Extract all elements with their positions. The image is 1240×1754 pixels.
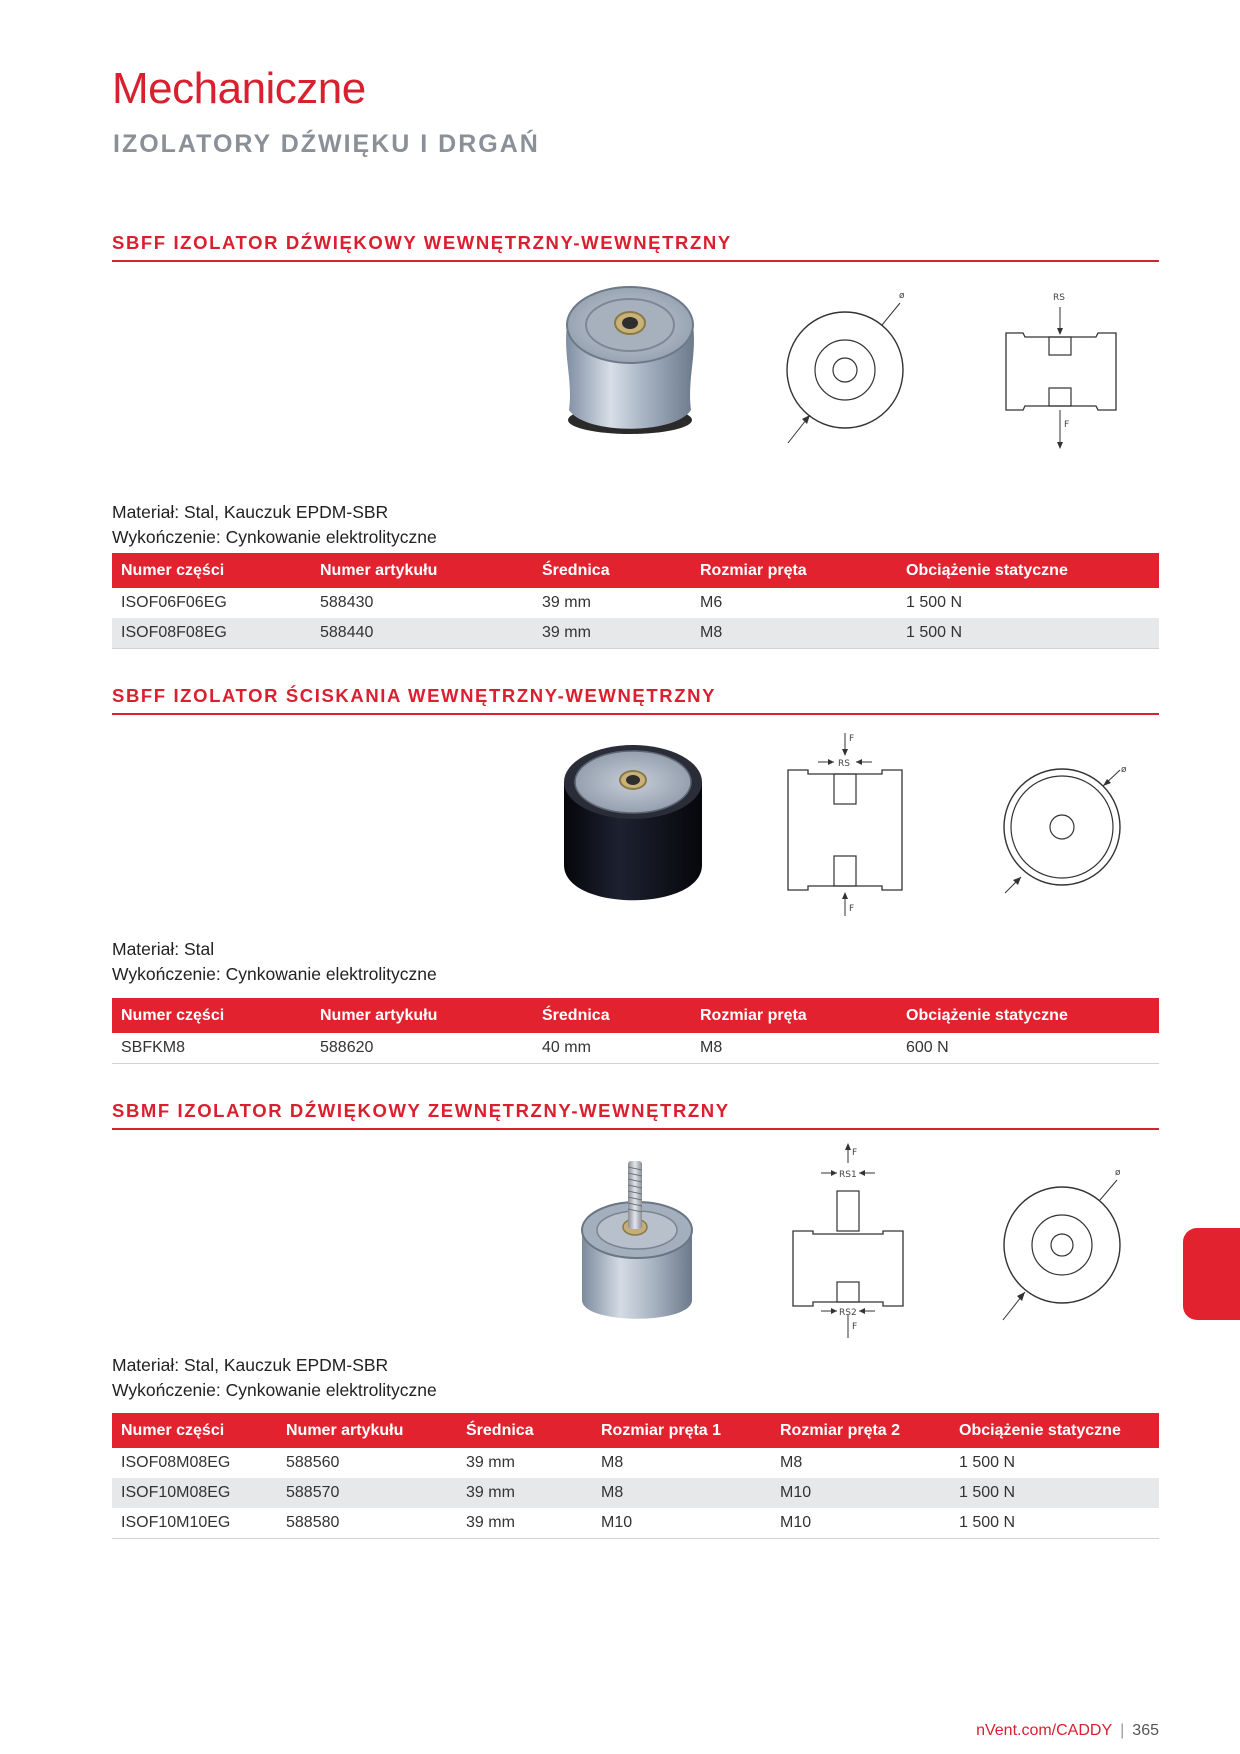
- col-header: Numer artykułu: [311, 998, 533, 1033]
- f-bottom-label: F: [849, 904, 855, 914]
- cell-part-number: ISOF06F06EG: [121, 594, 227, 611]
- drawing-top-view-3: [995, 1160, 1135, 1330]
- col-header: Numer artykułu: [277, 1413, 457, 1448]
- col-header: Numer artykułu: [311, 553, 533, 588]
- footer-site-link[interactable]: nVent.com/CADDY: [976, 1722, 1113, 1739]
- table-header-row: [112, 553, 1159, 588]
- product-photo-isolator-rubber: [558, 740, 708, 910]
- table-row: [112, 1448, 1159, 1478]
- cell-diameter: 39 mm: [542, 594, 591, 611]
- rs-label: RS: [1053, 293, 1065, 303]
- col-header: Rozmiar pręta 2: [771, 1413, 950, 1448]
- cell-article-number: 588430: [320, 594, 374, 611]
- cell-rod-size-1: M8: [592, 1478, 771, 1508]
- cell-part-number: ISOF10M10EG: [112, 1508, 277, 1539]
- table-header-row: [112, 1413, 1159, 1448]
- drawing-side-view-3: [785, 1143, 915, 1343]
- material-line: Materiał: Stal, Kauczuk EPDM-SBR: [112, 502, 389, 522]
- f-top-label: F: [852, 1148, 858, 1158]
- footer-separator: |: [1120, 1722, 1125, 1739]
- cell-rod-size-2: M10: [771, 1478, 950, 1508]
- table-row: [112, 1478, 1159, 1508]
- rs1-label: RS1: [839, 1170, 857, 1180]
- table-header-row: [112, 998, 1159, 1033]
- spec-table-1: [112, 553, 1159, 649]
- section-title-sbff-sciskania: SBFF IZOLATOR ŚCISKANIA WEWNĘTRZNY-WEWNĘTRZNY: [112, 685, 1159, 715]
- cell-article-number: 588560: [286, 1454, 340, 1471]
- f-top-label: F: [849, 734, 855, 744]
- material-text: [112, 937, 437, 987]
- material-line: Materiał: Stal, Kauczuk EPDM-SBR: [112, 1355, 389, 1375]
- footer: [976, 1722, 1159, 1740]
- rs-label: RS: [838, 759, 850, 769]
- chapter-tab: [1183, 1228, 1240, 1320]
- cell-diameter: 40 mm: [533, 1033, 691, 1064]
- diameter-label: ø: [1121, 765, 1127, 775]
- cell-diameter: 39 mm: [466, 1454, 515, 1471]
- col-header: Średnica: [457, 1413, 592, 1448]
- rs2-label: RS2: [839, 1308, 857, 1318]
- col-header: Obciążenie statyczne: [950, 1413, 1159, 1448]
- col-header: Średnica: [533, 553, 691, 588]
- cell-rod-size: M8: [691, 1033, 897, 1064]
- cell-rod-size: M6: [700, 594, 723, 611]
- cell-part-number: ISOF10M08EG: [112, 1478, 277, 1508]
- material-line: Materiał: Stal: [112, 939, 215, 959]
- cell-rod-size-1: M8: [601, 1454, 624, 1471]
- cell-static-load: 1 500 N: [950, 1478, 1159, 1508]
- drawing-top-view-2: [995, 755, 1135, 905]
- cell-static-load: 1 500 N: [906, 594, 963, 611]
- table-row: [112, 1508, 1159, 1539]
- col-header: Średnica: [533, 998, 691, 1033]
- spec-table-2: [112, 998, 1159, 1064]
- cell-rod-size: M8: [691, 618, 897, 649]
- cell-diameter: 39 mm: [457, 1478, 592, 1508]
- finish-line: Wykończenie: Cynkowanie elektrolityczne: [112, 527, 437, 547]
- finish-line: Wykończenie: Cynkowanie elektrolityczne: [112, 1380, 437, 1400]
- f-bottom-label: F: [852, 1322, 858, 1332]
- spec-table-3: [112, 1413, 1159, 1539]
- table-row: [112, 618, 1159, 649]
- cell-article-number: 588570: [277, 1478, 457, 1508]
- cell-diameter: 39 mm: [533, 618, 691, 649]
- col-header: Numer części: [112, 1413, 277, 1448]
- col-header: Numer części: [112, 998, 311, 1033]
- drawing-side-view-2: [778, 728, 918, 918]
- table-row: [112, 1033, 1159, 1064]
- cell-article-number: 588440: [311, 618, 533, 649]
- cell-rod-size-2: M8: [780, 1454, 803, 1471]
- cell-part-number: ISOF08M08EG: [121, 1454, 231, 1471]
- cell-static-load: 1 500 N: [959, 1454, 1016, 1471]
- cell-static-load: 1 500 N: [897, 618, 1159, 649]
- drawing-side-view-1: [998, 285, 1128, 450]
- drawing-top-view-1: [780, 285, 910, 450]
- cell-static-load: 600 N: [897, 1033, 1159, 1064]
- cell-part-number: ISOF08F08EG: [112, 618, 311, 649]
- cell-rod-size-1: M10: [592, 1508, 771, 1539]
- product-photo-isolator-stud: [578, 1155, 698, 1325]
- col-header: Rozmiar pręta 1: [592, 1413, 771, 1448]
- cell-article-number: 588580: [277, 1508, 457, 1539]
- page-number: 365: [1132, 1722, 1159, 1739]
- product-photo-isolator-metal: [555, 285, 705, 445]
- col-header: Obciążenie statyczne: [897, 553, 1159, 588]
- section-title-sbmf-dzwiekowy: SBMF IZOLATOR DŹWIĘKOWY ZEWNĘTRZNY-WEWNĘTRZNY: [112, 1100, 1159, 1130]
- f-label: F: [1064, 420, 1070, 430]
- table-row: [112, 588, 1159, 618]
- material-text: [112, 500, 437, 550]
- page-subtitle: IZOLATORY DŹWIĘKU I DRGAŃ: [113, 130, 540, 158]
- finish-line: Wykończenie: Cynkowanie elektrolityczne: [112, 964, 437, 984]
- col-header: Obciążenie statyczne: [897, 998, 1159, 1033]
- col-header: Rozmiar pręta: [691, 998, 897, 1033]
- cell-article-number: 588620: [311, 1033, 533, 1064]
- cell-diameter: 39 mm: [457, 1508, 592, 1539]
- diameter-label: ø: [899, 291, 905, 301]
- col-header: Rozmiar pręta: [691, 553, 897, 588]
- cell-part-number: SBFKM8: [112, 1033, 311, 1064]
- section-title-sbff-dzwiekowy: SBFF IZOLATOR DŹWIĘKOWY WEWNĘTRZNY-WEWNĘTRZNY: [112, 232, 1159, 262]
- cell-static-load: 1 500 N: [950, 1508, 1159, 1539]
- page-title: Mechaniczne: [112, 64, 366, 113]
- diameter-label: ø: [1115, 1168, 1121, 1178]
- col-header: Numer części: [112, 553, 311, 588]
- material-text: [112, 1353, 437, 1403]
- cell-rod-size-2: M10: [771, 1508, 950, 1539]
